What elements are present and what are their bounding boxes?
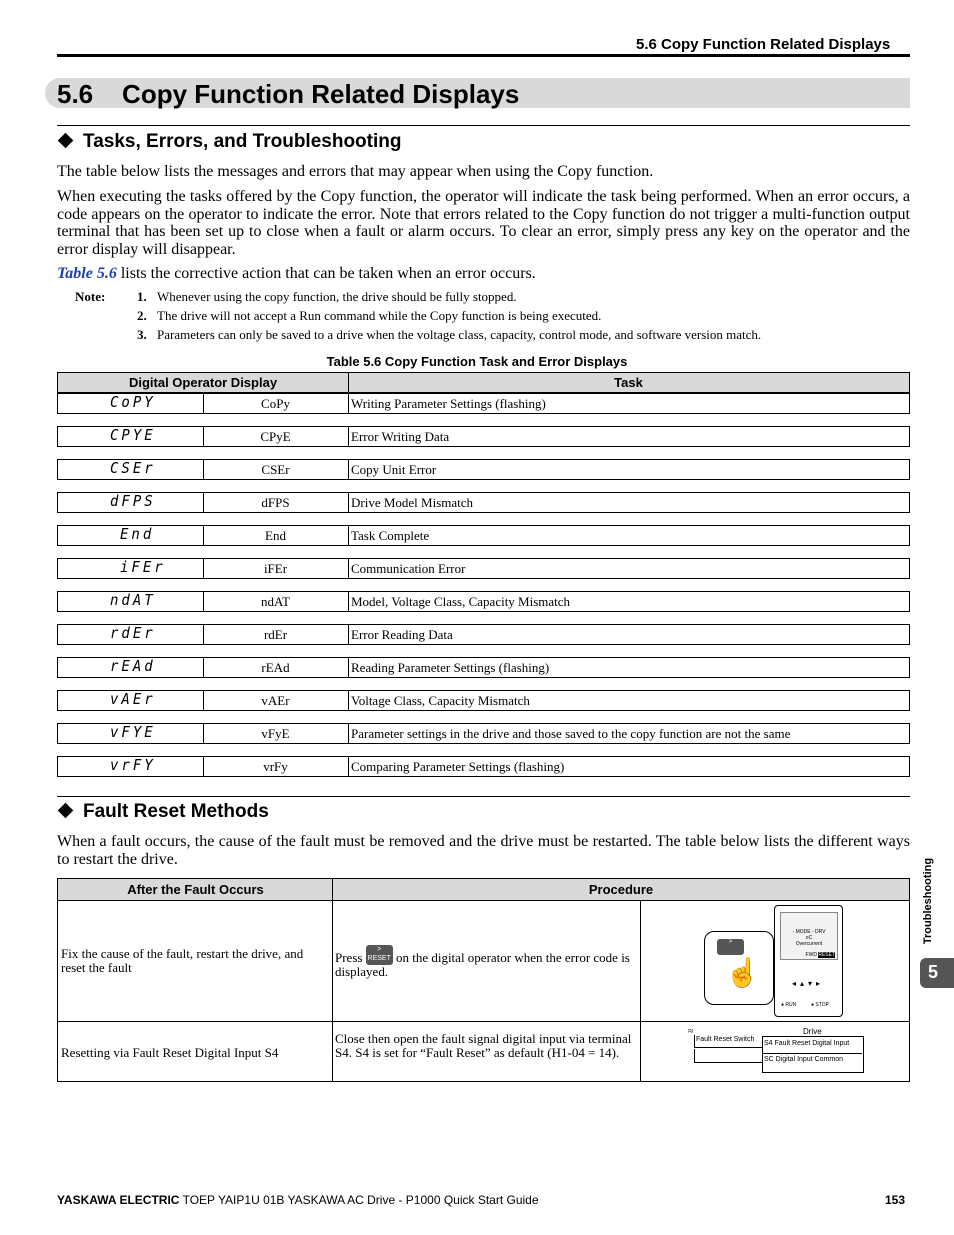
reset-key-icon: > RESET [366, 945, 393, 965]
table-caption: Table 5.6 Copy Function Task and Error Displays [326, 354, 628, 369]
screen-reset: RESET [818, 952, 835, 958]
code-cell: ndAT [203, 592, 349, 611]
row-divider [58, 1021, 909, 1022]
segment-display-cell [58, 724, 204, 743]
table-row [57, 558, 910, 579]
segment-display-cell [58, 460, 204, 479]
chapter-tab[interactable] [920, 958, 954, 988]
code-cell: rdEr [203, 625, 349, 644]
subsection-heading-fault-reset [57, 801, 269, 823]
task-cell: Comparing Parameter Settings (flashing) [351, 759, 565, 774]
segment-display-cell [58, 625, 204, 644]
table-row [57, 591, 910, 612]
fault-reset-switch: Fault Reset Switch [694, 1035, 762, 1048]
task-cell: Parameter settings in the drive and those saved to the copy function are not the same [351, 726, 791, 741]
code-cell: vAEr [203, 691, 349, 710]
stop-key: ● STOP [811, 1002, 829, 1008]
note-item [137, 308, 601, 324]
diamond-bullet-icon [58, 133, 74, 149]
table-row [57, 492, 910, 513]
paragraph-text: lists the corrective action that can be taken when an error occurs. [116, 265, 536, 282]
fault-cell: Fix the cause of the fault, restart the drive, and reset the fault [61, 946, 304, 975]
note-number: 3. [137, 327, 147, 342]
switch-wire [694, 1049, 763, 1063]
s4-terminal: S4 Fault Reset Digital Input [764, 1040, 850, 1047]
table-row [57, 756, 910, 777]
footer-brand: YASKAWA ELECTRIC [57, 1193, 180, 1207]
note-text: Parameters can only be saved to a drive when the voltage class, capacity, control mode, and software version match. [157, 327, 762, 342]
table-row [57, 723, 910, 744]
segment-display-code: iFEr [120, 559, 166, 577]
table-header [57, 372, 910, 393]
arrow-keys-icon: ◂▴▾▸ [791, 979, 825, 988]
stop-key-label: STOP [815, 1002, 829, 1008]
magnifier-callout [704, 931, 774, 1005]
segment-display-code: dFPS [110, 493, 156, 511]
segment-display-code: rdEr [110, 625, 156, 643]
pointing-hand-icon: ☝ [725, 958, 760, 989]
subsection-title: Fault Reset Methods [83, 801, 269, 822]
paragraph: When executing the tasks offered by the Copy function, the operator will indicate the task being performed. When an error occurs, a code appears on the operator to indicate the error. Note that errors related to the Copy function do not trigger a multi-function output terminal that has been set up to close when a fault or alarm occurs. To clear an error, simply press any key on the operator and the error display will disappear. [57, 188, 910, 258]
sc-terminal: SC Digital Input Common [764, 1056, 843, 1063]
task-cell: Voltage Class, Capacity Mismatch [351, 693, 530, 708]
drive-label: Drive [803, 1027, 822, 1036]
code-cell: vrFy [203, 757, 349, 776]
segment-display-cell [58, 757, 204, 776]
task-cell: Task Complete [351, 528, 430, 543]
code-cell: CPyE [203, 427, 349, 446]
segment-display-cell [58, 427, 204, 446]
footer [57, 1193, 539, 1207]
column-header: Task [614, 375, 643, 390]
table-row [57, 624, 910, 645]
segment-display-code: CPYE [110, 427, 156, 445]
paragraph: When a fault occurs, the cause of the fault must be removed and the drive must be restarted. The table below lists the different ways to restart the drive. [57, 833, 910, 868]
column-divider [640, 901, 641, 1081]
task-cell: Model, Voltage Class, Capacity Mismatch [351, 594, 571, 609]
segment-display-code: End [120, 526, 155, 544]
digital-operator-illustration [774, 905, 843, 1017]
run-key: ● RUN [781, 1002, 797, 1008]
task-cell: Communication Error [351, 561, 466, 576]
note-item [137, 289, 517, 305]
note-item [137, 327, 761, 343]
table-row [57, 690, 910, 711]
code-cell: dFPS [203, 493, 349, 512]
screen-fault-desc: Overcurrent [795, 941, 823, 947]
screen-fault: oC [805, 935, 813, 941]
table-reference-link[interactable]: Table 5.6 [57, 265, 117, 282]
section-title: 5.6 Copy Function Related Displays [57, 79, 520, 109]
divider [57, 125, 910, 126]
top-rule [57, 54, 910, 57]
page-number: 153 [885, 1193, 906, 1207]
code-cell: rEAd [203, 658, 349, 677]
switch-symbol-icon: ≈ [688, 1026, 694, 1037]
section-title-bar [45, 78, 910, 108]
segment-display-cell [58, 691, 204, 710]
fault-cell: Resetting via Fault Reset Digital Input S4 [61, 1045, 279, 1060]
code-cell: CSEr [203, 460, 349, 479]
procedure-cell [335, 945, 637, 979]
note-text: Whenever using the copy function, the drive should be fully stopped. [157, 289, 517, 304]
paragraph [57, 265, 910, 283]
divider [57, 796, 910, 797]
code-cell: CoPy [203, 394, 349, 413]
segment-display-cell [58, 394, 204, 413]
task-cell: Error Writing Data [351, 429, 450, 444]
terminal-divider [762, 1053, 862, 1054]
screen-fwd: FWD [805, 952, 817, 958]
code-cell: vFyE [203, 724, 349, 743]
footer-text: TOEP YAIP1U 01B YASKAWA AC Drive - P1000 Quick Start Guide [179, 1193, 539, 1207]
segment-display-code: ndAT [110, 592, 156, 610]
segment-display-cell [58, 559, 204, 578]
column-header: Procedure [588, 882, 654, 897]
operator-screen [780, 912, 838, 960]
paragraph: The table below lists the messages and errors that may appear when using the Copy function. [57, 163, 654, 180]
column-header: Digital Operator Display [58, 373, 349, 392]
procedure-cell: Close then open the fault signal digital input via terminal S4. S4 is set for “Fault Reset” as default (H1-04 = 14). [335, 1031, 632, 1060]
column-divider [332, 879, 333, 1081]
column-header: After the Fault Occurs [127, 882, 264, 897]
segment-display-code: CoPY [110, 394, 156, 412]
task-cell: Drive Model Mismatch [351, 495, 474, 510]
code-cell: End [203, 526, 349, 545]
reset-key-icon: > [717, 939, 744, 955]
segment-display-code: vAEr [110, 691, 156, 709]
task-cell: Reading Parameter Settings (flashing) [351, 660, 550, 675]
procedure-text: on the digital operator when the error code is displayed. [335, 950, 630, 979]
task-cell: Error Reading Data [351, 627, 453, 642]
segment-display-cell [58, 493, 204, 512]
diamond-bullet-icon [58, 803, 74, 819]
table-row [57, 459, 910, 480]
segment-display-cell [58, 526, 204, 545]
subsection-title: Tasks, Errors, and Troubleshooting [83, 131, 402, 152]
task-cell: Writing Parameter Settings (flashing) [351, 396, 546, 411]
screen-mode: - MODE - DRV [792, 929, 826, 935]
table-row [57, 393, 910, 414]
segment-display-code: CSEr [110, 460, 156, 478]
note-text: The drive will not accept a Run command while the Copy function is being executed. [157, 308, 602, 323]
note-number: 2. [137, 308, 147, 323]
fault-reset-table [57, 878, 910, 1082]
chapter-number: 5 [928, 962, 939, 982]
note-number: 1. [137, 289, 147, 304]
segment-display-cell [58, 658, 204, 677]
subsection-heading-tasks [57, 131, 401, 153]
segment-display-code: vrFY [110, 757, 156, 775]
segment-display-code: vFYE [110, 724, 156, 742]
key-label: RESET [367, 955, 391, 962]
note-label: Note: [75, 289, 106, 304]
segment-display-cell [58, 592, 204, 611]
segment-display-code: rEAd [110, 658, 156, 676]
table-row [57, 525, 910, 546]
side-tab-label: Troubleshooting [922, 857, 934, 945]
run-key-label: RUN [785, 1002, 797, 1008]
table-row [57, 657, 910, 678]
procedure-text: Press [335, 950, 363, 965]
code-cell: iFEr [203, 559, 349, 578]
table-row [57, 426, 910, 447]
running-header: 5.6 Copy Function Related Displays [636, 36, 891, 53]
task-cell: Copy Unit Error [351, 462, 437, 477]
